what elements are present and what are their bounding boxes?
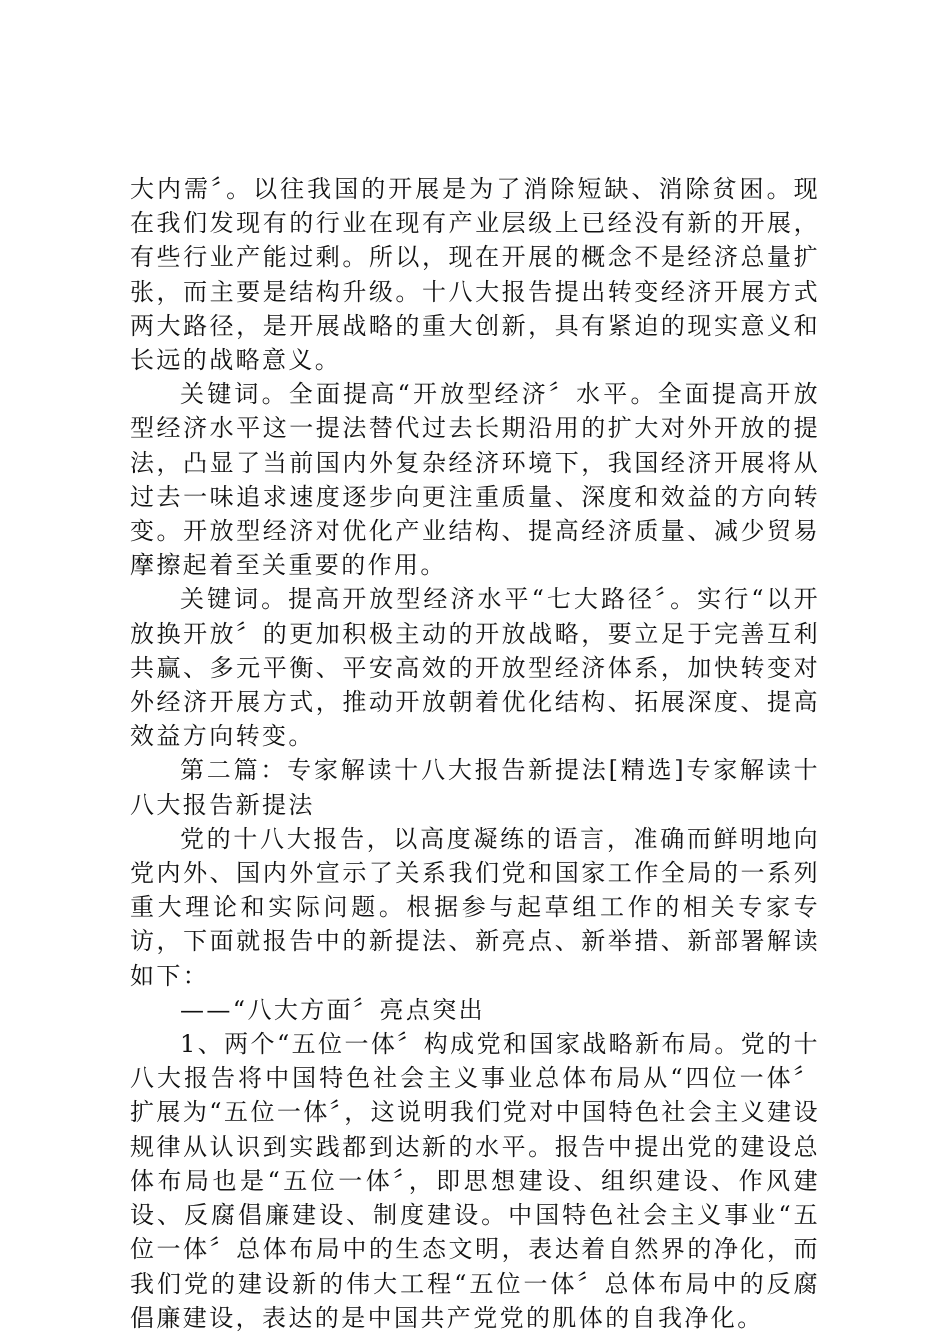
subheading-eight-aspects: ——“八大方面〞亮点突出 [180, 995, 486, 1024]
paragraph-five-in-one: 1、两个“五位一体〞构成党和国家战略新布局。党的十八大报告将中国特色社会主义事业总体布局从“四位一体〞扩展为“五位一体〞，这说明我们党对中国特色社会主义建设规律从认识到实践都到达新的水平。报告中提出党的建设总体布局也是“五位一体〞，即思想建设、组织建设、作风建设、反腐倡廉建设、制度建设。中国特色社会主义事业“五位一体〞总体布局中的生态文明，表达着自然界的净化，而我们党的建设新的伟大工程“五位一体〞总体布局中的反腐倡廉建设，表达的是中国共产党党的肌体的自我净化。 [130, 1030, 820, 1332]
paragraph-open-economy-level: 关键词。全面提高“开放型经济〞水平。全面提高开放型经济水平这一提法替代过去长期沿用的扩大对外开放的提法，凸显了当前国内外复杂经济环境下，我国经济开展将从过去一味追求速度逐步向更注重质量、深度和效益的方向转变。开放型经济对优化产业结构、提高经济质量、减少贸易摩擦起着至关重要的作用。 [130, 380, 820, 580]
section-heading-part-two: 第二篇：专家解读十八大报告新提法[精选]专家解读十八大报告新提法 [130, 756, 820, 819]
paragraph-development-strategy: 大内需〞。以往我国的开展是为了消除短缺、消除贫困。现在我们发现有的行业在现有产业层级上已经没有新的开展，有些行业产能过剩。所以，现在开展的概念不是经济总量扩张，而主要是结构升级。十八大报告提出转变经济开展方式两大路径，是开展战略的重大创新，具有紧迫的现实意义和长远的战略意义。 [130, 175, 820, 375]
paragraph-seven-paths: 关键词。提高开放型经济水平“七大路径〞。实行“以开放换开放〞的更加积极主动的开放战略，要立足于完善互利共赢、多元平衡、平安高效的开放型经济体系，加快转变对外经济开展方式，推动开放朝着优化结构、拓展深度、提高效益方向转变。 [130, 585, 820, 751]
document-body [130, 172, 820, 1335]
paragraph-report-intro: 党的十八大报告，以高度凝练的语言，准确而鲜明地向党内外、国内外宣示了关系我们党和国家工作全局的一系列重大理论和实际问题。根据参与起草组工作的相关专家专访，下面就报告中的新提法、新亮点、新举措、新部署解读如下： [130, 824, 820, 990]
